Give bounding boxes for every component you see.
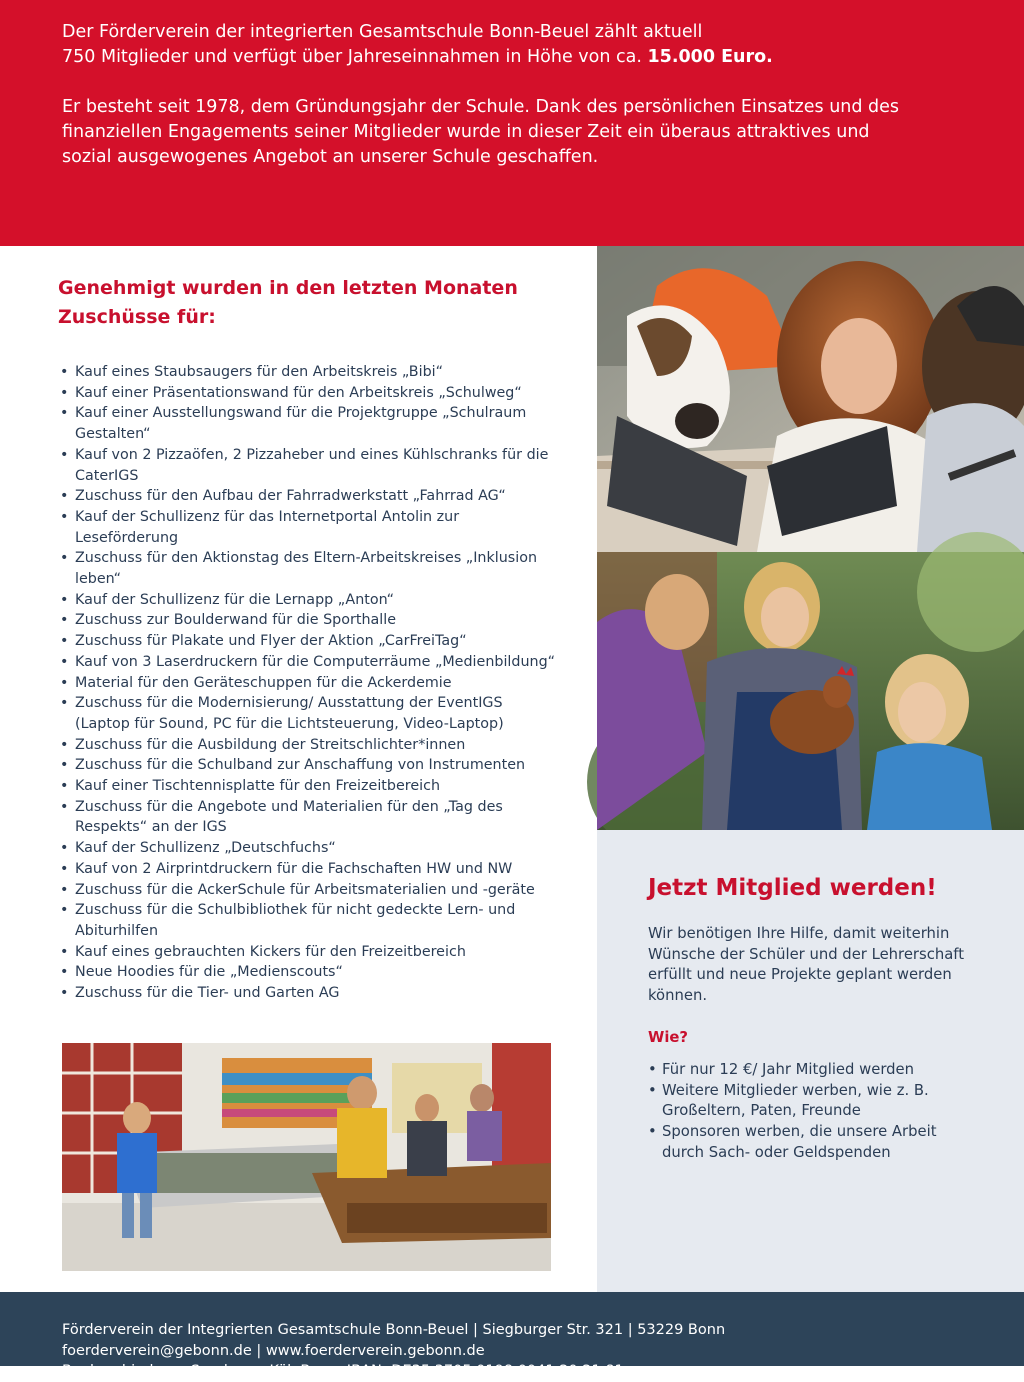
footer-contact-links[interactable]: foerderverein@gebonn.de | www.foerderverein.gebonn.de — [62, 1342, 485, 1359]
grant-list-item: • Zuschuss für Plakate und Flyer der Aktion „CarFreiTag“ — [58, 631, 558, 652]
intro-paragraph-2: Er besteht seit 1978, dem Gründungsjahr der Schule. Dank des persönlichen Einsatzes und des finanziellen Engagements seiner Mitglieder wurde in dieser Zeit ein überaus attraktives und sozial ausgewogenes Angebot an unserer Schule geschaffen. — [62, 97, 900, 167]
grant-list-item: • Zuschuss für den Aktionstag des Eltern-Arbeitskreises „Inklusion leben“ — [58, 548, 558, 589]
grant-list-item: • Zuschuss für den Aufbau der Fahrradwerkstatt „Fahrrad AG“ — [58, 486, 558, 507]
grant-list-item: • Kauf eines gebrauchten Kickers für den Freizeitbereich — [58, 942, 558, 963]
grant-list-item: • Kauf von 3 Laserdruckern für die Computerräume „Medienbildung“ — [58, 652, 558, 673]
photo-foosball-hall — [62, 1043, 551, 1271]
grant-list-item: • Kauf der Schullizenz für die Lernapp „Anton“ — [58, 590, 558, 611]
grant-list-item: • Kauf einer Präsentationswand für den Arbeitskreis „Schulweg“ — [58, 383, 558, 404]
intro-line-1: Der Förderverein der integrierten Gesamtschule Bonn-Beuel zählt aktuell — [62, 22, 703, 42]
income-amount: 15.000 Euro. — [647, 47, 773, 67]
grant-list-item: • Kauf von 2 Pizzaöfen, 2 Pizzaheber und eines Kühlschranks für die CaterIGS — [58, 445, 558, 486]
grant-list-item: • Kauf der Schullizenz für das Internetportal Antolin zur Leseförderung — [58, 507, 558, 548]
grant-list-item: • Zuschuss für die Ausbildung der Streitschlichter*innen — [58, 735, 558, 756]
footer-address: Förderverein der Integrierten Gesamtschule Bonn-Beuel | Siegburger Str. 321 | 53229 Bonn — [62, 1322, 726, 1338]
grants-section — [58, 274, 558, 1004]
grant-list-item: • Zuschuss zur Boulderwand für die Sporthalle — [58, 610, 558, 631]
grant-list-item: • Kauf eines Staubsaugers für den Arbeitskreis „Bibi“ — [58, 362, 558, 383]
membership-panel — [597, 830, 1024, 1292]
grant-list-item: • Zuschuss für die Angebote und Materialien für den „Tag des Respekts“ an der IGS — [58, 797, 558, 838]
membership-options-list — [648, 1060, 974, 1164]
grant-list-item: • Zuschuss für die Schulbibliothek für nicht gedeckte Lern- und Abiturhilfen — [58, 900, 558, 941]
photo-students-with-dog — [597, 246, 1024, 552]
footer — [0, 1292, 1024, 1379]
grant-list-item: • Kauf einer Ausstellungswand für die Projektgruppe „Schulraum Gestalten“ — [58, 403, 558, 444]
grants-heading: Genehmigt wurden in den letzten Monaten Zuschüsse für: — [58, 277, 518, 328]
grants-list — [58, 362, 558, 1004]
membership-option-item: • Weitere Mitglieder werben, wie z. B. Großeltern, Paten, Freunde — [648, 1081, 974, 1122]
membership-how-label: Wie? — [648, 1028, 689, 1046]
intro-banner — [0, 0, 1024, 246]
grant-list-item: • Zuschuss für die Modernisierung/ Ausstattung der EventIGS (Laptop für Sound, PC für die Lichtsteuerung, Video-Laptop) — [58, 693, 558, 734]
intro-paragraph-1 — [62, 20, 962, 70]
membership-intro: Wir benötigen Ihre Hilfe, damit weiterhin Wünsche der Schüler und der Lehrerschaft erfüllt und neue Projekte geplant werden können. — [648, 925, 965, 1005]
footer-bank-details: Bankverbindung: Sparkasse KölnBonn, IBAN: DE35 3705 0198 0041 20 21 81 — [62, 1363, 624, 1379]
membership-heading: Jetzt Mitglied werden! — [648, 875, 937, 901]
grant-list-item: • Kauf von 2 Airprintdruckern für die Fachschaften HW und NW — [58, 859, 558, 880]
grant-list-item: • Zuschuss für die Schulband zur Anschaffung von Instrumenten — [58, 755, 558, 776]
grant-list-item: • Kauf der Schullizenz „Deutschfuchs“ — [58, 838, 558, 859]
grant-list-item: • Material für den Geräteschuppen für die Ackerdemie — [58, 673, 558, 694]
membership-option-item: • Sponsoren werben, die unsere Arbeit durch Sach- oder Geldspenden — [648, 1122, 974, 1163]
membership-option-item: • Für nur 12 €/ Jahr Mitglied werden — [648, 1060, 974, 1081]
intro-line-2: 750 Mitglieder und verfügt über Jahreseinnahmen in Höhe von ca. — [62, 47, 648, 67]
grant-list-item: • Kauf einer Tischtennisplatte für den Freizeitbereich — [58, 776, 558, 797]
photo-students-with-chicken — [597, 552, 1024, 830]
grant-list-item: • Zuschuss für die AckerSchule für Arbeitsmaterialien und -geräte — [58, 880, 558, 901]
grant-list-item: • Neue Hoodies für die „Medienscouts“ — [58, 962, 558, 983]
grant-list-item: • Zuschuss für die Tier- und Garten AG — [58, 983, 558, 1004]
